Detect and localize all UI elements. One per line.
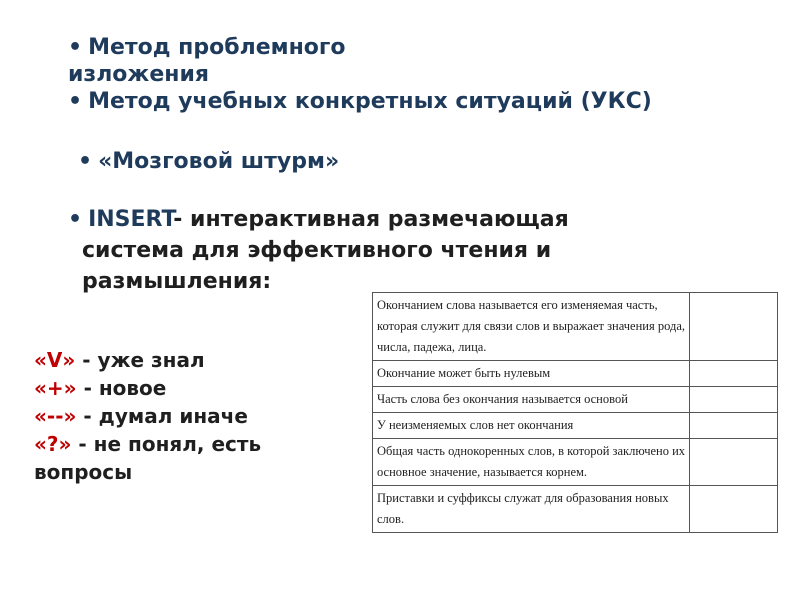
insert-line-1 [68,204,668,235]
statement-cell: Окончание может быть нулевым [373,361,690,387]
table-row [373,439,778,486]
legend-key: «--» [34,404,77,428]
insert-bullet [68,204,668,297]
legend-desc: - новое [83,376,167,400]
insert-lead: INSERT [88,207,174,232]
bullet-text: Метод проблемного изложения [68,35,346,87]
table-row [373,413,778,439]
insert-table [372,292,778,533]
legend-key: «?» [34,432,72,456]
method-problem-bullet [68,34,428,88]
mark-cell [690,413,778,439]
statement-cell: У неизменяемых слов нет окончания [373,413,690,439]
insert-line-2: система для эффективного чтения и [82,238,552,263]
statement-cell: Часть слова без окончания называется основой [373,387,690,413]
table-row [373,293,778,361]
legend-item [34,402,334,430]
legend-item [34,430,334,486]
method-cases-bullet [68,88,708,115]
brainstorm-bullet [78,148,478,175]
legend-item [34,346,334,374]
bullet-dot-icon: • [68,35,83,60]
mark-cell [690,293,778,361]
legend-key: «+» [34,376,77,400]
table-row [373,486,778,533]
insert-legend [34,346,334,486]
bullet-dot-icon: • [68,89,83,114]
insert-rest: - интерактивная размечающая [173,207,569,232]
bullet-text: Метод учебных конкретных ситуаций (УКС) [88,89,652,114]
mark-cell [690,387,778,413]
legend-desc: - уже знал [82,348,205,372]
statement-cell: Окончанием слова называется его изменяемая часть, которая служит для связи слов и выражает значения рода, числа, падежа, лица. [373,293,690,361]
legend-desc: - не понял, есть вопросы [34,432,262,484]
bullet-dot-icon: • [78,149,93,174]
mark-cell [690,361,778,387]
table-row [373,387,778,413]
statement-cell: Общая часть однокоренных слов, в которой заключено их основное значение, называется корнем. [373,439,690,486]
bullet-text: «Мозговой штурм» [98,149,340,174]
legend-key: «V» [34,348,76,372]
statement-cell: Приставки и суффиксы служат для образования новых слов. [373,486,690,533]
insert-line-3: размышления: [82,269,272,294]
legend-item [34,374,334,402]
mark-cell [690,486,778,533]
mark-cell [690,439,778,486]
legend-desc: - думал иначе [83,404,248,428]
bullet-dot-icon: • [68,207,83,232]
table-row [373,361,778,387]
